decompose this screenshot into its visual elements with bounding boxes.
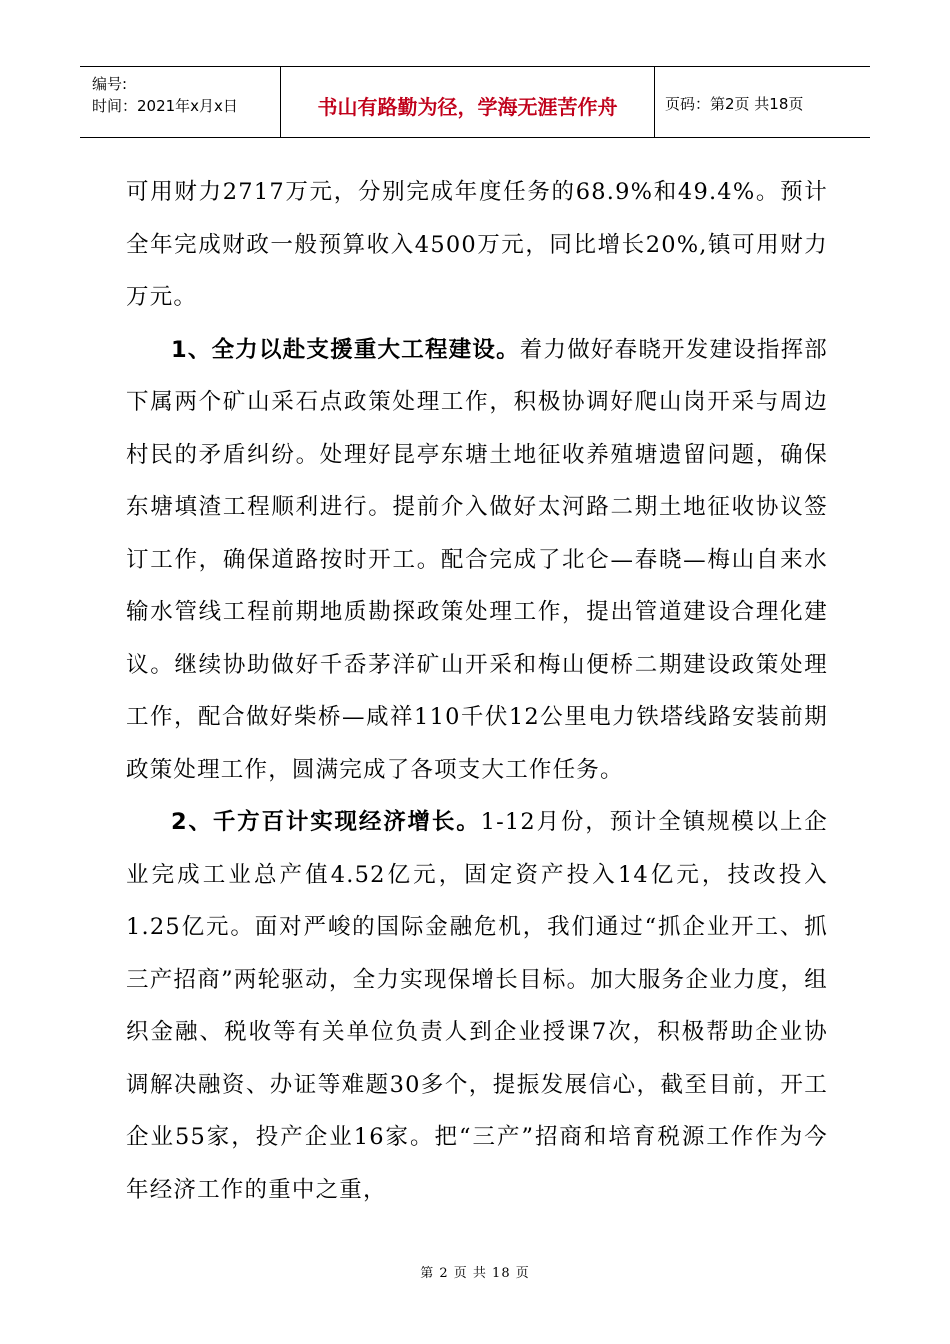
paragraph-2-heading: 2、千方百计实现经济增长。 <box>171 809 481 835</box>
paragraph-2-text: 1-12月份，预计全镇规模以上企业完成工业总产值4.52亿元，固定资产投入14亿元，技改投入1.25亿元。面对严峻的国际金融危机，我们通过“抓企业开工、抓三产招商”两轮驱动，全力实现保增长目标。加大服务企业力度，组织金融、税收等有关单位负责人到企业授课7次，积极帮助企业协调解决融资、办证等难题30多个，提振发展信心，截至目前，开工企业55家，投产企业16家。把“三产”招商和培育税源工作作为今年经济工作的重中之重， <box>126 809 828 1203</box>
serial-number-label: 编号: <box>92 75 128 93</box>
document-body <box>126 166 828 1216</box>
page-footer: 第 2 页 共 18 页 <box>420 1266 530 1281</box>
paragraph-2 <box>126 796 828 1216</box>
time-label: 时间：2021年x月x日 <box>92 97 238 115</box>
paragraph-1-heading: 1、全力以赴支援重大工程建设。 <box>171 336 520 363</box>
motto-text: 书山有路勤为径，学海无涯苦作舟 <box>317 94 618 119</box>
page-number-label: 页码：第2页 共18页 <box>665 94 804 113</box>
paragraph-1 <box>126 324 828 797</box>
paragraph-1-text: 着力做好春晓开发建设指挥部下属两个矿山采石点政策处理工作，积极协调好爬山岗开采与周边村民的矛盾纠纷。处理好昆亭东塘土地征收养殖塘遗留问题，确保东塘填渣工程顺利进行。提前介入做好太河路二期土地征收协议签订工作，确保道路按时开工。配合完成了北仑—春晓—梅山自来水输水管线工程前期地质勘探政策处理工作，提出管道建设合理化建议。继续协助做好千岙茅洋矿山开采和梅山便桥二期建设政策处理工作，配合做好柴桥—咸祥110千伏12公里电力铁塔线路安装前期政策处理工作，圆满完成了各项支大工作任务。 <box>126 336 829 783</box>
header-meta-cell <box>80 67 281 137</box>
header-page-cell <box>655 67 870 137</box>
header-motto-cell <box>281 67 655 137</box>
paragraph-continued: 可用财力2717万元，分别完成年度任务的68.9%和49.4%。预计全年完成财政一般预算收入4500万元，同比增长20%,镇可用财力 万元。 <box>126 179 829 310</box>
document-header <box>80 66 870 138</box>
